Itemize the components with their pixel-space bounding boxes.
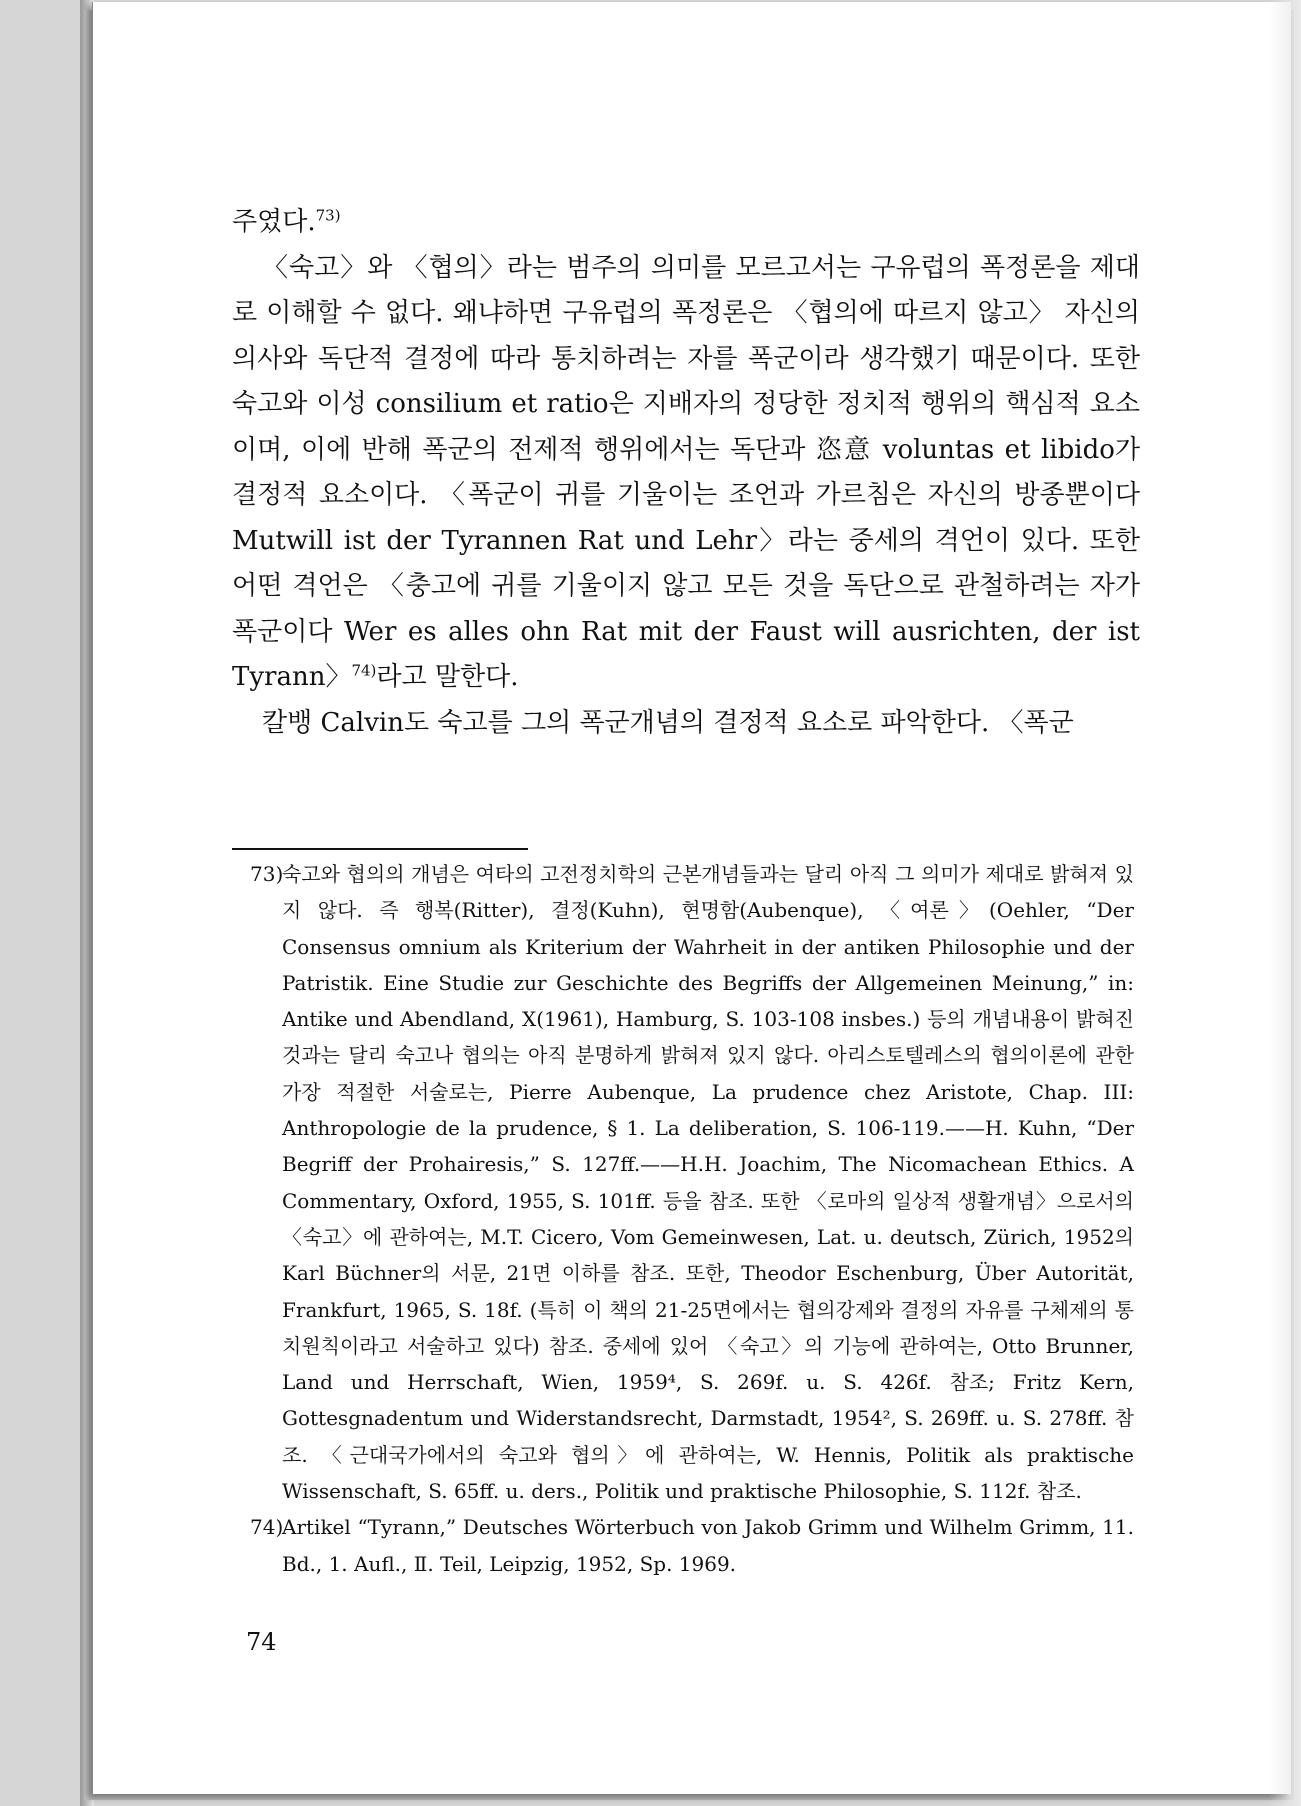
right-edge-fade — [1269, 0, 1301, 1806]
paragraph-2-text: 〈숙고〉와 〈협의〉라는 범주의 의미를 모르고서는 구유럽의 폭정론을 제대로 이해할 수 없다. 왜냐하면 구유럽의 폭정론은 〈협의에 따르지 않고〉 자신의 의사와 독단적 결정에 따라 통치하려는 자를 폭군이라 생각했기 때문이다. 또한 숙고와 이성 consilium et ratio은 지배자의 정당한 정치적 행위의 핵심적 요소이며, 이에 반해 폭군의 전제적 행위에서는 독단과 恣意 voluntas et libido가 결정적 요소이다. 〈폭군이 귀를 기울이는 조언과 가르침은 자신의 방종뿐이다 Mutwill ist der Tyrannen Rat und Lehr〉라는 중세의 격언이 있다. 또한 어떤 격언은 〈충고에 귀를 기울이지 않고 모든 것을 독단으로 관철하려는 자가 폭군이다 Wer es alles ohn Rat mit der Faust will ausrichten, der ist Tyrann〉 — [232, 252, 1140, 692]
paragraph-1 — [232, 200, 1140, 246]
main-text — [232, 200, 1140, 746]
footnote-number: 74) — [250, 1515, 284, 1540]
paragraph-2 — [232, 246, 1140, 701]
paragraph-2-end: 라고 말한다. — [376, 662, 519, 692]
footnote-number: 73) — [250, 862, 284, 886]
footnote-73 — [250, 856, 1134, 1509]
footnote-separator — [232, 848, 528, 850]
page-number: 74 — [246, 1628, 277, 1656]
footnote-text: Artikel “Tyrann,” Deutsches Wörterbuch von Jakob Grimm und Wilhelm Grimm, 11. Bd., 1. Aufl., Ⅱ. Teil, Leipzig, 1952, Sp. 1969. — [282, 1515, 1134, 1576]
footnote-ref-73: 73) — [315, 206, 341, 225]
footnote-ref-74: 74) — [351, 661, 377, 680]
footnote-text: 숙고와 협의의 개념은 여타의 고전정치학의 근본개념들과는 달리 아직 그 의미가 제대로 밝혀져 있지 않다. 즉 행복(Ritter), 결정(Kuhn), 현명함(Aubenque), 〈여론〉(Oehler, “Der Consensus omnium als Kriterium der Wahrheit in der antiken Philosophie und der Patristik. Eine Studie zur Geschichte des Begriffs der Allgemeinen Meinung,” in: Antike und Abendland, X(1961), Hamburg, S. 103-108 insbes.) 등의 개념내용이 밝혀진 것과는 달리 숙고나 협의는 아직 분명하게 밝혀져 있지 않다. 아리스토텔레스의 협의이론에 관한 가장 적절한 서술로는, Pierre Aubenque, La prudence chez Aristote, Chap. III: Anthropologie de la prudence, § 1. La deliberation, S. 106-119.——H. Kuhn, “Der Begriff der Prohairesis,” S. 127ff.——H.H. Joachim, The Nicomachean Ethics. A Commentary, Oxford, 1955, S. 101ff. 등을 참조. 또한 〈로마의 일상적 생활개념〉으로서의 〈숙고〉에 관하여는, M.T. Cicero, Vom Gemeinwesen, Lat. u. deutsch, Zürich, 1952의 Karl Büchner의 서문, 21면 이하를 참조. 또한, Theodor Eschenburg, Über Autorität, Frankfurt, 1965, S. 18f. (특히 이 책의 21-25면에서는 협의강제와 결정의 자유를 구체제의 통치원칙이라고 서술하고 있다) 참조. 중세에 있어 〈숙고〉의 기능에 관하여는, Otto Brunner, Land und Herrschaft, Wien, 1959⁴, S. 269f. u. S. 426f. 참조; Fritz Kern, Gottesgnadentum und Widerstandsrecht, Darmstadt, 1954², S. 269ff. u. S. 278ff. 참조. 〈근대국가에서의 숙고와 협의〉에 관하여는, W. Hennis, Politik als praktische Wissenschaft, S. 65ff. u. ders., Politik und praktische Philosophie, S. 112f. 참조. — [282, 862, 1134, 1504]
footnotes — [250, 856, 1134, 1582]
paragraph-3: 칼뱅 Calvin도 숙고를 그의 폭군개념의 결정적 요소로 파악한다. 〈폭군 — [262, 707, 1074, 738]
footnote-74 — [250, 1509, 1134, 1582]
paragraph-1-text: 주였다. — [232, 207, 316, 237]
